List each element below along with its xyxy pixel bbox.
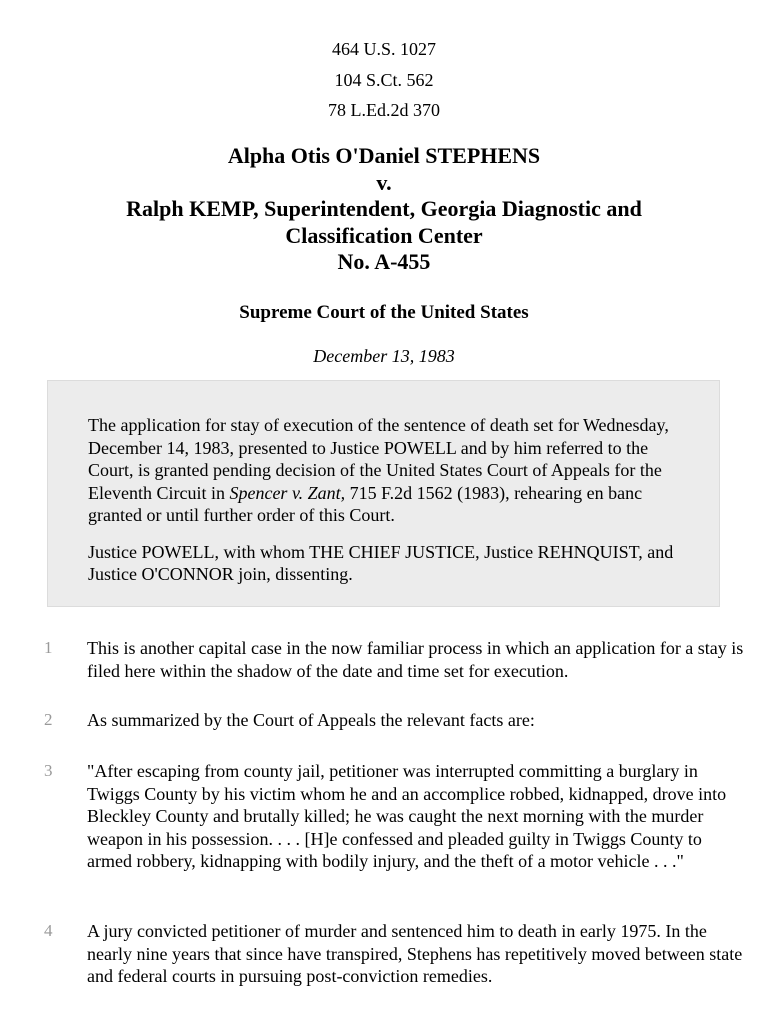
cited-case-name: Spencer v. Zant, [229,482,346,503]
versus-label: v. [376,169,392,195]
respondent-name-line1: Ralph KEMP, Superintendent, Georgia Diagnostic and [126,196,642,221]
decision-date: December 13, 1983 [313,346,455,366]
order-text [88,414,697,527]
paragraph-number: 3 [44,761,53,780]
paragraph-number: 4 [44,921,53,940]
citation-lawyers-edition: 78 L.Ed.2d 370 [328,100,440,120]
citation-supreme-court-reporter: 104 S.Ct. 562 [334,69,434,90]
petitioner-name: Alpha Otis O'Daniel STEPHENS [227,143,541,168]
order-text-before-case: The application for stay of execution of the sentence of death set for Wednesday, December 14, 1983, presented to Justice POWELL and by him referred to the Court, is granted pending decision of the United States Court of Appeals for the Eleventh Circuit in [88,415,669,503]
paragraph-number: 1 [44,638,53,657]
respondent-name-line2: Classification Center [285,222,483,248]
docket-number: No. A-455 [337,249,431,274]
citation-list [0,34,768,126]
paragraph-text: This is another capital case in the now familiar process in which an application for a stay is filed here within the shadow of the date and time set for execution. [87,638,744,681]
case-title [40,143,728,276]
paragraph-text: "After escaping from county jail, petitioner was interrupted committing a burglary in Twiggs County by his victim whom he and an accomplice robbed, kidnapped, drove into Bleckley County and brutally killed; he was caught the next morning with the murder weapon in his possession. . . . [H]e confessed and pleaded guilty in Twiggs County to armed robbery, kidnapping with bodily injury, and the theft of a motor vehicle . . ." [87,761,727,871]
dissent-note: Justice POWELL, with whom THE CHIEF JUSTICE, Justice REHNQUIST, and Justice O'CONNOR join, dissenting. [88,541,674,584]
paragraph-text: As summarized by the Court of Appeals the relevant facts are: [87,710,535,730]
citation-us-reports: 464 U.S. 1027 [331,39,436,59]
paragraph-number: 2 [44,710,53,729]
order-text-after-case: 715 F.2d 1562 (1983), rehearing en banc granted or until further order of this Court. [88,482,643,525]
court-name: Supreme Court of the United States [239,302,529,323]
syllabus-box [47,380,720,607]
paragraph-text: A jury convicted petitioner of murder and sentenced him to death in early 1975. In the nearly nine years that since have transpired, Stephens has repetitively moved between state and federal courts in pursuing post-conviction remedies. [87,921,743,986]
